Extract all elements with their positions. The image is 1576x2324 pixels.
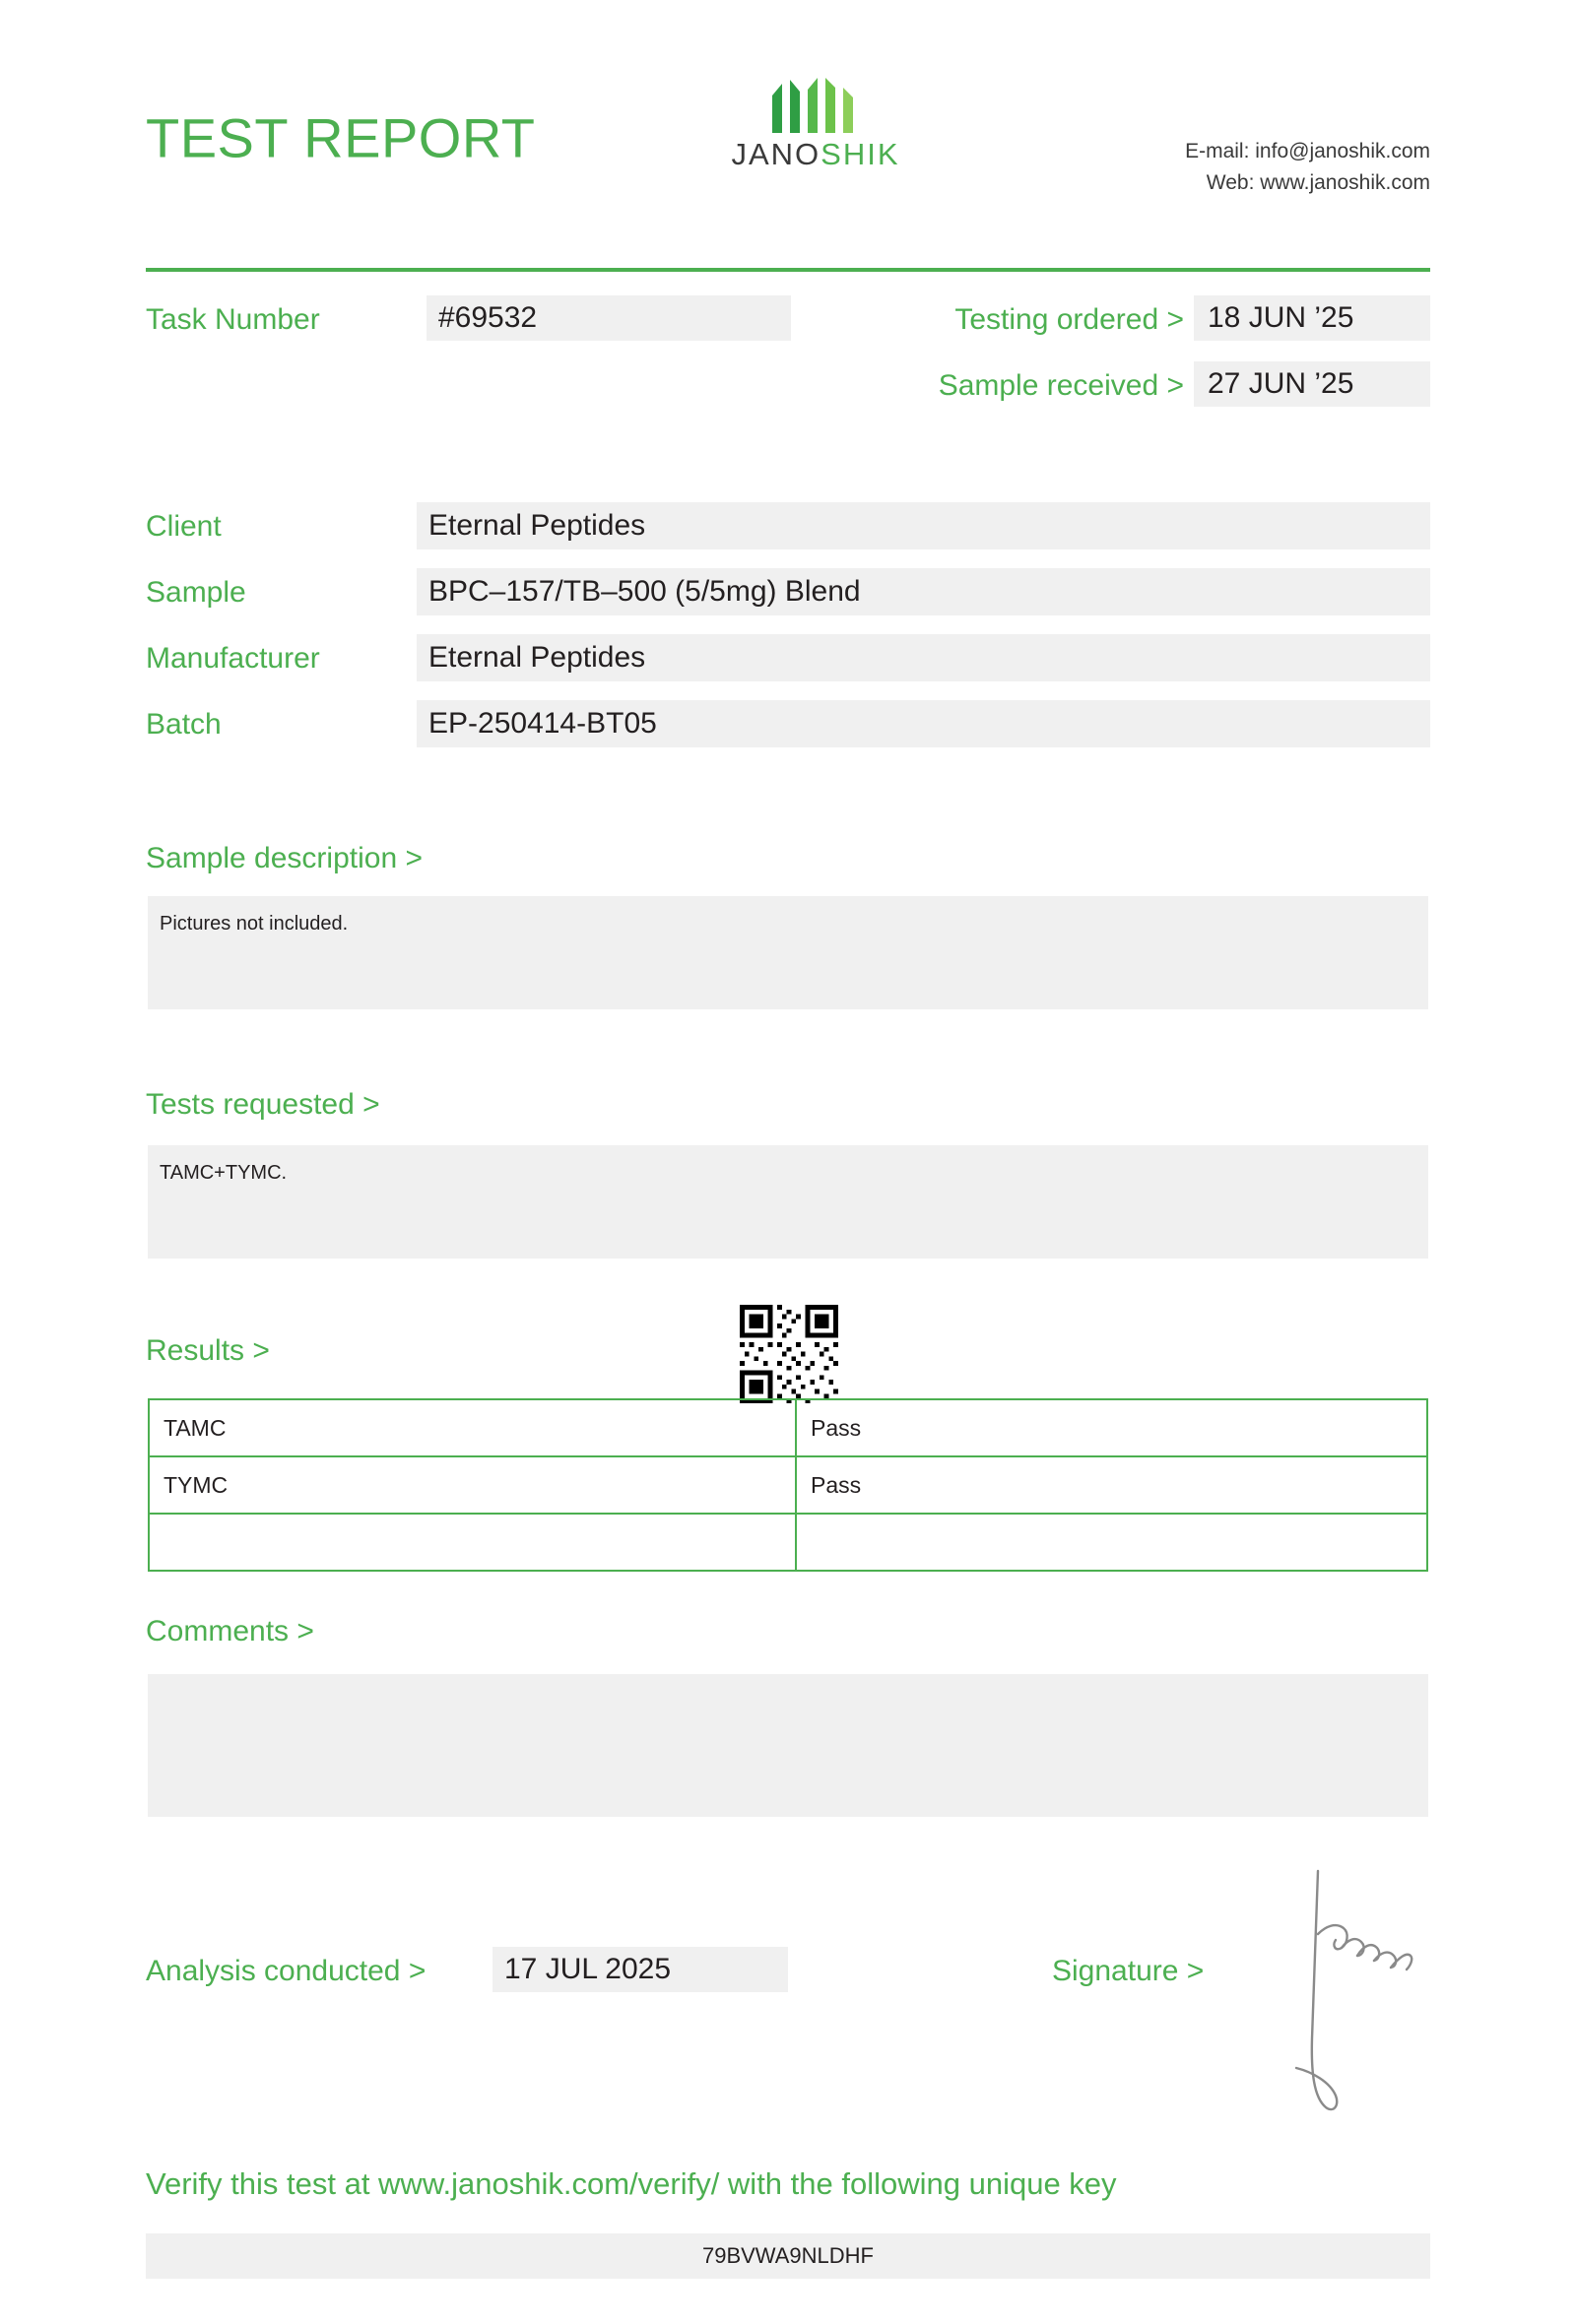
testing-ordered-value: 18 JUN ’25 bbox=[1194, 295, 1430, 341]
manufacturer-value: Eternal Peptides bbox=[417, 634, 1430, 681]
table-row bbox=[149, 1514, 1427, 1571]
result-value: Pass bbox=[796, 1456, 1427, 1514]
sample-value: BPC–157/TB–500 (5/5mg) Blend bbox=[417, 568, 1430, 615]
task-number-label: Task Number bbox=[146, 303, 320, 336]
testing-ordered-label: Testing ordered > bbox=[954, 303, 1184, 336]
result-value bbox=[796, 1514, 1427, 1571]
sample-description-title: Sample description > bbox=[146, 842, 423, 874]
page-title: TEST REPORT bbox=[146, 106, 536, 169]
contact-web: Web: www.janoshik.com bbox=[1206, 170, 1430, 194]
comments-box bbox=[148, 1674, 1428, 1817]
batch-label: Batch bbox=[146, 708, 222, 741]
batch-value: EP-250414-BT05 bbox=[417, 700, 1430, 747]
tests-requested-title: Tests requested > bbox=[146, 1088, 380, 1121]
comments-title: Comments > bbox=[146, 1615, 314, 1647]
info-row-client bbox=[146, 502, 1430, 568]
sample-received-value: 27 JUN ’25 bbox=[1194, 361, 1430, 407]
info-row-batch bbox=[146, 700, 1430, 766]
logo-text-dark: JANO bbox=[731, 137, 821, 171]
info-row-manufacturer bbox=[146, 634, 1430, 700]
info-block bbox=[146, 502, 1430, 766]
task-number-value: #69532 bbox=[427, 295, 791, 341]
table-row bbox=[149, 1399, 1427, 1456]
result-value: Pass bbox=[796, 1399, 1427, 1456]
signature-label: Signature > bbox=[1052, 1955, 1205, 1987]
analysis-conducted-label: Analysis conducted > bbox=[146, 1955, 427, 1987]
sample-received-label: Sample received > bbox=[938, 369, 1184, 402]
verify-text: Verify this test at www.janoshik.com/verify/ with the following unique key bbox=[146, 2166, 1117, 2201]
signature-image bbox=[1279, 1861, 1456, 2117]
result-name: TAMC bbox=[149, 1399, 796, 1456]
results-table bbox=[148, 1398, 1428, 1572]
logo-mountain-icon bbox=[756, 74, 875, 135]
logo-wordmark bbox=[688, 137, 944, 172]
unique-key-value: 79BVWA9NLDHF bbox=[146, 2233, 1430, 2279]
result-name: TYMC bbox=[149, 1456, 796, 1514]
sample-description-box: Pictures not included. bbox=[148, 896, 1428, 1009]
tests-requested-box: TAMC+TYMC. bbox=[148, 1145, 1428, 1259]
task-row bbox=[146, 295, 1430, 404]
contact-info bbox=[1185, 136, 1430, 198]
results-title: Results > bbox=[146, 1334, 270, 1367]
report-header bbox=[146, 0, 1430, 197]
analysis-conducted-date: 17 JUL 2025 bbox=[492, 1947, 788, 1992]
janoshik-logo bbox=[688, 74, 944, 172]
header-divider bbox=[146, 268, 1430, 272]
table-row bbox=[149, 1456, 1427, 1514]
client-value: Eternal Peptides bbox=[417, 502, 1430, 549]
result-name bbox=[149, 1514, 796, 1571]
report-content bbox=[146, 0, 1430, 2268]
manufacturer-label: Manufacturer bbox=[146, 642, 320, 675]
contact-email: E-mail: info@janoshik.com bbox=[1185, 140, 1430, 162]
client-label: Client bbox=[146, 510, 222, 543]
info-row-sample bbox=[146, 568, 1430, 634]
logo-text-green: SHIK bbox=[821, 137, 900, 171]
sample-label: Sample bbox=[146, 576, 246, 609]
qr-code-icon bbox=[737, 1305, 841, 1403]
